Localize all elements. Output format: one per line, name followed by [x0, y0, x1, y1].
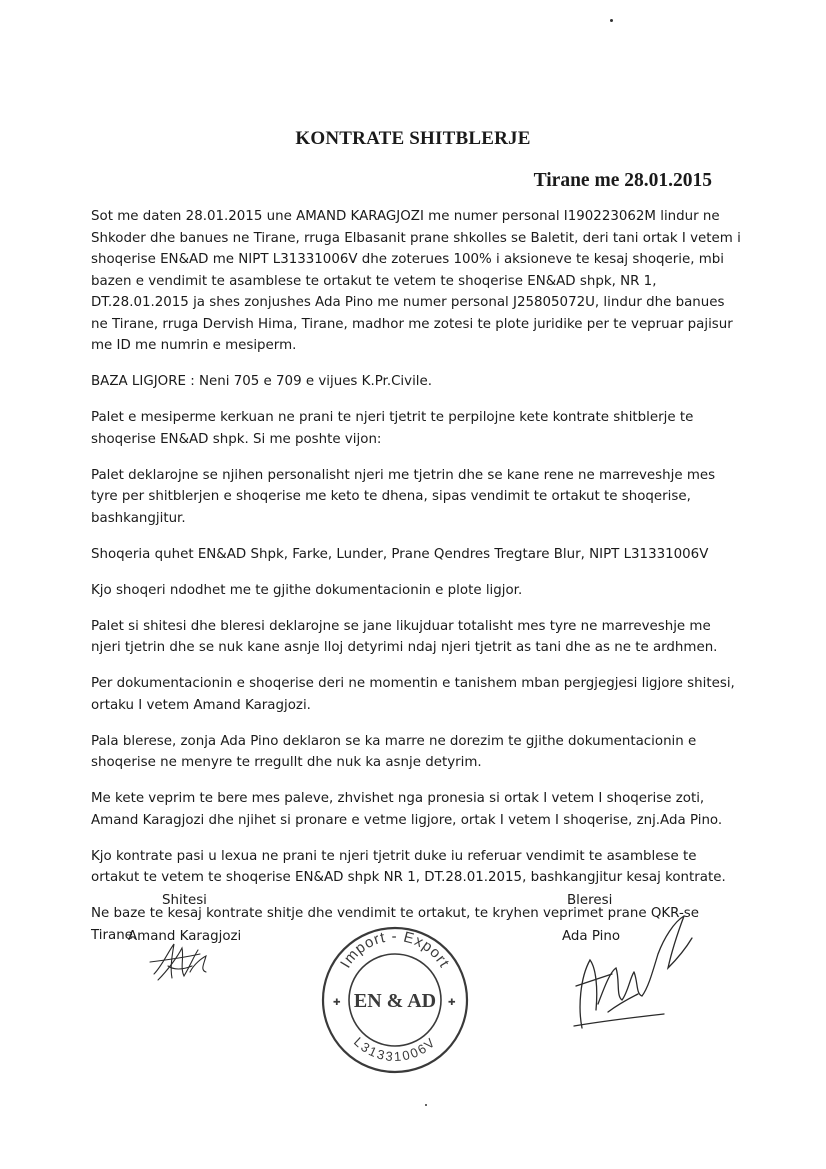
- seller-role-label: Shitesi: [162, 893, 207, 908]
- stamp-right-ornament-icon: ✚: [448, 998, 456, 1008]
- paragraph-delivery: Pala blerese, zonja Ada Pino deklaron se ka marre ne dorezim te gjithe dokumentacionin e shoqerise ne menyre te rregullt dhe nuk ka asnje detyrim.: [91, 733, 697, 770]
- paragraph-request: Palet e mesiperme kerkuan ne prani te njeri tjetrit te perpilojne kete kontrate shitblerje te shoqerise EN&AD shpk. Si me poshte vijon:: [91, 410, 694, 447]
- buyer-signature: [568, 908, 698, 1038]
- paragraph-documentation: Kjo shoqeri ndodhet me te gjithe dokumentacionin e plote ligjor.: [91, 582, 523, 598]
- place-date: Tirane me 28.01.2015: [533, 170, 712, 191]
- paragraph-reference: Kjo kontrate pasi u lexua ne prani te njeri tjetrit duke iu referuar vendimit te asamblese te ortakut te vetem te shoqerise EN&AD shpk NR 1, DT.28.01.2015, bashkangjitur kesaj kontrate.: [91, 848, 726, 885]
- stamp-top-text: Import - Export: [337, 927, 453, 972]
- buyer-role-label: Bleresi: [567, 893, 613, 908]
- scan-speck: [610, 19, 613, 22]
- buyer-name-label: Ada Pino: [562, 929, 621, 944]
- paragraph-parties: Sot me daten 28.01.2015 une AMAND KARAGJOZI me numer personal I190223062M lindur ne Shkoder dhe banues ne Tirane, rruga Elbasanit prane shkolles se Baletit, deri tani ortak I vetem i shoqerise EN&AD me NIPT L31331006V dhe zoterues 100% i aksioneve te kesaj shoqerie, mbi bazen e vendimit te asamblese te ortakut te vetem te shoqerise EN&AD shpk, NR 1, DT.28.01.2015 ja shes zonjushes Ada Pino me numer personal J25805072U, lindur dhe banues ne Tirane, rruga Dervish Hima, Tirane, madhor me zotesi te plote juridike per te vepruar pajisur me ID me numrin e mesiperm.: [91, 209, 741, 353]
- paragraph-registration: Ne baze te kesaj kontrate shitje dhe vendimit te ortakut, te kryhen veprimet prane QKR-se Tirane.: [91, 906, 699, 943]
- company-stamp: [320, 912, 470, 1077]
- paragraph-liability: Per dokumentacionin e shoqerise deri ne momentin e tanishem mban pergjegjesi ligjore shitesi, ortaku I vetem Amand Karagjozi.: [91, 676, 735, 713]
- paragraph-settlement: Palet si shitesi dhe bleresi deklarojne se jane likujduar totalisht mes tyre ne marreveshje me njeri tjetrin dhe se nuk kane asnje lloj detyrimi ndaj njeri tjetrit as tani dhe as ne te ardhmen.: [91, 618, 718, 655]
- paragraph-agreement: Palet deklarojne se njihen personalisht njeri me tjetrin dhe se kane rene ne marreveshje mes tyre per shitblerjen e shoqerise me keto te dhena, sipas vendimit te ortakut te shoqerise, bashkangjitur.: [91, 467, 716, 526]
- paragraph-company: Shoqeria quhet EN&AD Shpk, Farke, Lunder, Prane Qendres Tregtare Blur, NIPT L31331006V: [91, 546, 709, 562]
- document-title: KONTRATE SHITBLERJE: [295, 128, 531, 149]
- stamp-bottom-text: L31331006V: [351, 1033, 439, 1065]
- paragraph-legal-basis: BAZA LIGJORE : Neni 705 e 709 e vijues K.Pr.Civile.: [91, 374, 433, 389]
- contract-body: [91, 206, 741, 961]
- paragraph-ownership: Me kete veprim te bere mes paleve, zhvishet nga pronesia si ortak I vetem I shoqerise zoti, Amand Karagjozi dhe njihet si pronare e vetme ligjore, ortak I vetem I shoqerise, znj.Ada Pino.: [91, 791, 723, 828]
- stamp-center-text: EN & AD: [353, 990, 437, 1012]
- stamp-left-ornament-icon: ✚: [333, 998, 341, 1008]
- seller-signature: [148, 936, 218, 984]
- seller-name-label: Amand Karagjozi: [128, 929, 242, 944]
- scan-speck: [425, 1104, 427, 1106]
